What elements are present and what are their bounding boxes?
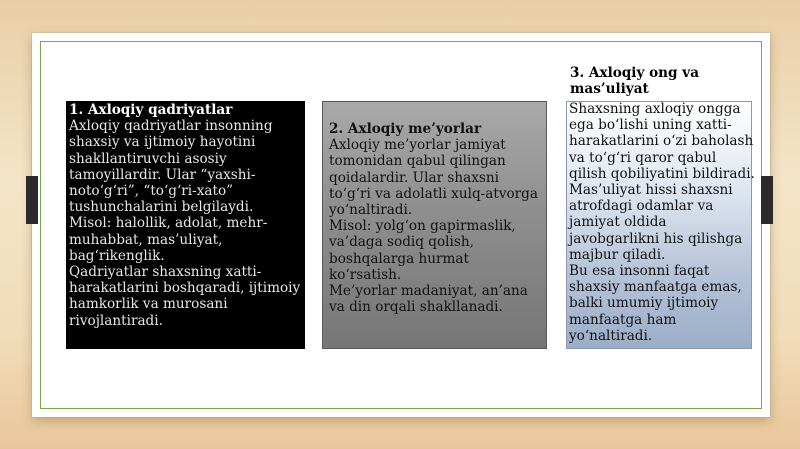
- card3-body: Shaxsning axloqiy ongga ega bo‘lishi uning xatti-harakatlarini o‘zi baholash va to‘g‘ri qaror qabul qilish qobiliyatini bildiradi. Mas’uliyat hissi shaxsni atrofdagi odamlar va jamiyat oldida javobgarlikni his qilishga majbur qiladi. Bu esa insonni faqat shaxsiy manfaatga emas, balki umumiy ijtimoiy manfaatga ham yo‘naltiradi.: [569, 101, 755, 344]
- left-side-tab: [26, 176, 38, 224]
- card-axloqiy-meyorlar: [322, 101, 547, 349]
- card1-body: Axloqiy qadriyatlar insonning shaxsiy va ijtimoiy hayotini shakllantiruvchi asosiy tamoyillardir. Ular “yaxshi-noto‘g‘ri”, “to‘g‘ri-xato” tushunchalarini belgilaydi. Misol: halollik, adolat, mehr-muhabbat, mas’uliyat, bag‘rikenglik. Qadriyatlar shaxsning xatti-harakatlarini boshqaradi, ijtimoiy hamkorlik va murosani rivojlantiradi.: [69, 118, 301, 329]
- card1-title: 1. Axloqiy qadriyatlar: [69, 102, 233, 118]
- card2-title: 2. Axloqiy me’yorlar: [329, 121, 482, 137]
- right-side-tab: [761, 176, 773, 224]
- card2-body: Axloqiy me’yorlar jamiyat tomonidan qabul qilingan qoidalardir. Ular shaxsni to‘g‘ri va adolatli xulq-atvorga yo‘naltiradi. Misol: yolg‘on gapirmaslik, va’daga sodiq qolish, boshqalarga hurmat ko‘rsatish. Me’yorlar madaniyat, an’ana va din orqali shakllanadi.: [329, 137, 538, 316]
- card-axloqiy-qadriyatlar: [66, 101, 305, 349]
- card3-title: 3. Axloqiy ong va mas’uliyat: [570, 65, 700, 98]
